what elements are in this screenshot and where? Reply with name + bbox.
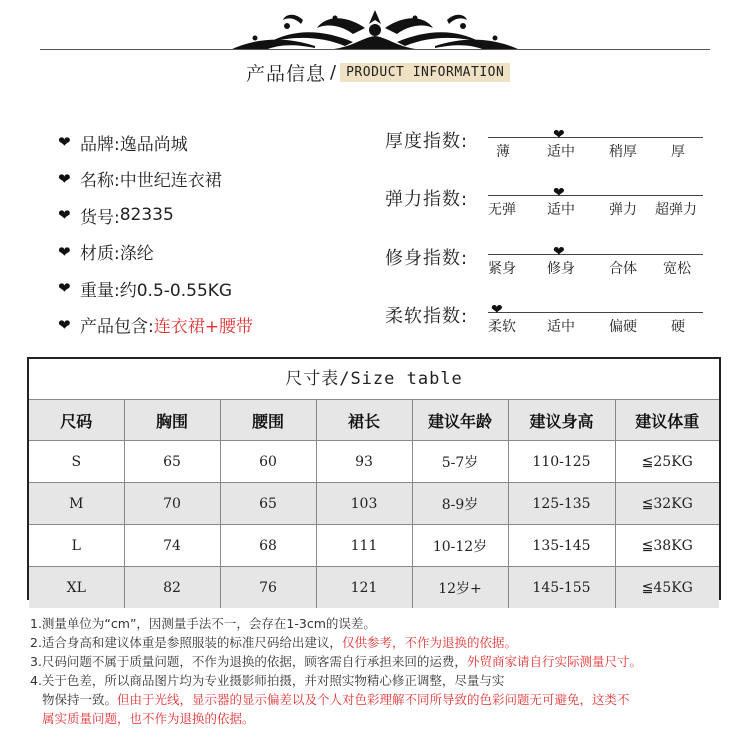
table-header: 腰围 [220,400,316,441]
heart-icon: ❤ [491,302,503,318]
info-row-includes [58,307,253,344]
index-option: 适中 [547,202,575,218]
note-3 [30,652,740,671]
index-option: 适中 [547,144,575,160]
heart-icon: ❤ [553,244,565,260]
note-text: 1.测量单位为“cm”，因测量手法不一，会存在1-3cm的误差。 [30,616,376,631]
info-row-brand [58,124,253,161]
size-table [27,357,721,600]
table-cell: 135-145 [508,525,615,567]
index-option: 偏硬 [609,319,637,335]
heart-icon: ❤ [58,279,71,298]
ornament-decoration [225,6,525,52]
note-text: 物保持一致。 [42,692,118,707]
table-cell: 10-12岁 [412,525,508,567]
index-option: 厚 [671,144,685,160]
section-title-en: PRODUCT INFORMATION [340,63,510,82]
index-option: 弹力 [609,202,637,218]
table-cell: 8-9岁 [412,483,508,525]
note-text: 4.关于色差，所以商品图片均为专业摄影师拍摄，并对照实物精心修正调整，尽量与实 [30,673,505,688]
info-value: 约0.5-0.55KG [119,280,233,301]
index-scale-line [488,312,703,313]
index-softness [385,302,715,352]
note-text-red: 外贸商家请自行实际测量尺寸。 [466,654,642,669]
index-option: 紧身 [488,261,516,277]
index-option: 宽松 [663,261,691,277]
info-value: 连衣裙+腰带 [153,317,253,338]
table-row [29,567,719,609]
info-row-item-number [58,197,253,234]
index-scale-line [488,195,703,196]
table-row [29,483,719,525]
table-cell: 82 [124,567,220,609]
note-text: 3.尺码问题不属于质量问题，不作为退换的依据，顾客需自行承担来回的运费， [30,654,467,669]
note-1 [30,614,740,633]
heart-icon: ❤ [553,185,565,201]
index-elasticity [385,185,715,235]
info-label: 名称: [80,171,120,192]
index-option: 薄 [496,144,510,160]
info-row-weight [58,270,253,307]
table-header: 建议年龄 [412,400,508,441]
header-divider [40,49,710,50]
table-cell: M [29,483,124,525]
size-table-grid [29,399,719,608]
index-label: 修身指数: [385,248,469,269]
info-label: 材质: [80,244,120,265]
index-option: 硬 [671,319,685,335]
info-label: 重量: [80,280,120,301]
index-option: 修身 [547,261,575,277]
heart-icon: ❤ [58,242,71,261]
table-cell: L [29,525,124,567]
index-scale-line [488,254,703,255]
info-value: 82335 [119,205,174,226]
index-label: 弹力指数: [385,189,469,210]
table-header: 胸围 [124,400,220,441]
table-cell: 121 [316,567,412,609]
index-label: 厚度指数: [385,131,469,152]
table-header-row [29,400,719,441]
table-cell: 145-155 [508,567,615,609]
index-label: 柔软指数: [385,306,469,327]
index-option: 无弹 [488,202,516,218]
heart-icon: ❤ [58,206,71,225]
index-option: 适中 [547,319,575,335]
heart-icon: ❤ [553,127,565,143]
index-option: 超弹力 [655,202,697,218]
table-cell: ≦38KG [615,525,719,567]
note-2 [30,633,740,652]
table-cell: 93 [316,441,412,483]
notes-section [30,614,740,728]
info-row-material [58,234,253,271]
size-table-title: 尺寸表/Size table [285,369,463,389]
index-option: 稍厚 [609,144,637,160]
info-label: 产品包含: [80,317,154,338]
index-option: 柔软 [488,319,516,335]
table-cell: ≦25KG [615,441,719,483]
table-cell: 12岁+ [412,567,508,609]
heart-icon: ❤ [58,315,71,334]
table-cell: ≦45KG [615,567,719,609]
info-value: 中世纪连衣裙 [119,171,222,192]
index-thickness [385,127,715,177]
heart-icon: ❤ [58,169,71,188]
note-4 [30,671,740,690]
heart-icon: ❤ [58,133,71,152]
table-cell: 74 [124,525,220,567]
table-row [29,441,719,483]
table-cell: 60 [220,441,316,483]
table-cell: 125-135 [508,483,615,525]
index-option: 合体 [609,261,637,277]
table-cell: 110-125 [508,441,615,483]
note-text-red: 但由于光线，显示器的显示偏差以及个人对色彩理解不同所导致的色彩问题无可避免，这类不 [117,692,630,707]
note-4-cont [30,690,740,709]
info-label: 品牌: [80,134,120,155]
info-label: 货号: [80,207,120,228]
table-header: 裙长 [316,400,412,441]
table-cell: ≦32KG [615,483,719,525]
table-cell: 65 [124,441,220,483]
note-text-red: 属实质量问题，也不作为退换的依据。 [42,711,255,726]
table-header: 尺码 [29,400,124,441]
note-text-red: 仅供参考，不作为退换的依据。 [341,635,517,650]
table-cell: XL [29,567,124,609]
section-title [246,60,510,84]
table-header: 建议身高 [508,400,615,441]
section-title-slash: / [330,61,337,83]
info-value: 逸品尚城 [119,134,188,155]
table-cell: 68 [220,525,316,567]
index-fit [385,244,715,294]
info-value: 涤纶 [119,244,154,265]
table-cell: 70 [124,483,220,525]
note-text: 2.适合身高和建议体重是参照服装的标准尺码给出建议， [30,635,342,650]
table-cell: 103 [316,483,412,525]
info-row-name [58,161,253,198]
table-row [29,525,719,567]
index-scale-line [488,137,703,138]
table-header: 建议体重 [615,400,719,441]
table-cell: 5-7岁 [412,441,508,483]
table-cell: S [29,441,124,483]
section-title-cn: 产品信息 [246,62,327,85]
note-4-cont2 [30,709,740,728]
table-cell: 111 [316,525,412,567]
table-cell: 76 [220,567,316,609]
table-cell: 65 [220,483,316,525]
product-info-list [58,124,253,343]
